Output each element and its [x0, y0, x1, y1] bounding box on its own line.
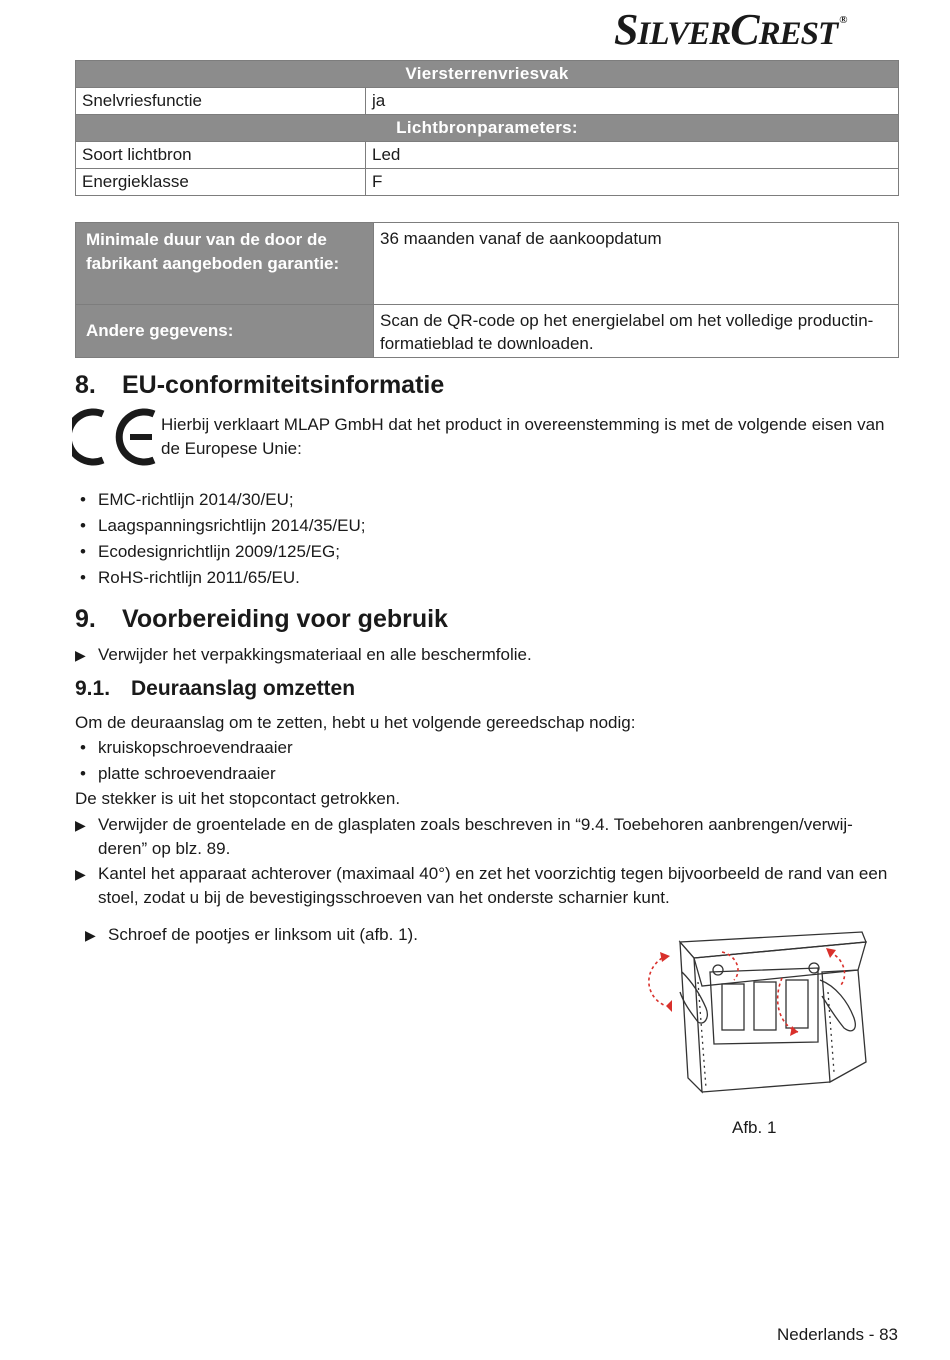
instruction-step: ▶ Kantel het apparaat achterover (maximaal 40°) en zet het voorzichtig tegen bijvoorbeeld de rand van een stoel, zodat u bij de bevestigingsschroeven van het onderste scharnier kunt. — [75, 864, 888, 907]
table-cell-value: Led — [366, 142, 899, 169]
instruction-step: ▶ Verwijder het verpakkingsmateriaal en alle beschermfolie. — [75, 643, 901, 667]
tools-intro: Om de deuraanslag om te zetten, hebt u het volgende gereedschap nodig: — [75, 713, 636, 732]
conformity-statement: Hierbij verklaart MLAP GmbH dat het product in overeenstemming is met de volgende eisen van de Europese Unie: — [161, 415, 885, 458]
list-item: • EMC-richtlijn 2014/30/EU; — [80, 490, 294, 509]
table-cell-label: Energieklasse — [76, 169, 366, 196]
table-cell-label: Minimale duur van de door de fabrikant aangeboden garantie: — [76, 223, 374, 305]
ce-mark-icon — [72, 406, 158, 468]
list-item: • Laagspanningsrichtlijn 2014/35/EU; — [80, 516, 366, 535]
table-cell-value: 36 maanden vanaf de aankoopdatum — [374, 223, 899, 305]
list-item: • Ecodesignrichtlijn 2009/125/EG; — [80, 542, 340, 561]
section-heading — [75, 605, 448, 634]
instruction-step: ▶ Verwijder de groentelade en de glasplaten zoals beschreven in “9.4. Toebehoren aanbrengen/verwij-deren” op blz. 89. — [75, 815, 853, 858]
table-cell-label: Soort lichtbron — [76, 142, 366, 169]
section-heading — [75, 371, 444, 400]
table-section-header: Viersterrenvriesvak — [76, 61, 899, 88]
table-cell-label: Snelvriesfunctie — [76, 88, 366, 115]
section-title: Voorbereiding voor gebruik — [122, 605, 448, 633]
figure-caption: Afb. 1 — [732, 1118, 777, 1137]
silvercrest-logo: SILVERCREST ® — [614, 5, 847, 54]
table-row — [76, 305, 899, 358]
table-cell-value: F — [366, 169, 899, 196]
table-cell-label: Andere gegevens: — [76, 305, 374, 358]
step-arrow-icon: ▶ — [75, 647, 86, 663]
table-row — [76, 88, 899, 115]
section-number: 8. — [75, 371, 96, 399]
subsection-title: Deuraanslag omzetten — [131, 677, 356, 700]
section-number: 9. — [75, 605, 96, 633]
instruction-step: ▶ Schroef de pootjes er linksom uit (afb. 1). — [85, 923, 605, 947]
list-item: • kruiskopschroevendraaier — [80, 738, 293, 757]
table-section-header: Lichtbronparameters: — [76, 115, 899, 142]
list-item: • RoHS-richtlijn 2011/65/EU. — [80, 568, 300, 587]
directive-list — [78, 487, 365, 591]
table-cell-value: Scan de QR-code op het energielabel om het volledige productin-formatieblad te downloaden. — [374, 305, 899, 358]
table-row — [76, 169, 899, 196]
table-cell-value: ja — [366, 88, 899, 115]
fridge-feet-illustration — [622, 922, 868, 1118]
warranty-table — [75, 222, 899, 358]
step-arrow-icon: ▶ — [75, 866, 86, 882]
step-arrow-icon: ▶ — [75, 817, 86, 833]
section-title: EU-conformiteitsinformatie — [122, 371, 445, 399]
tools-list — [78, 735, 293, 787]
table-row — [76, 223, 899, 305]
spec-table — [75, 60, 899, 196]
unplug-note: De stekker is uit het stopcontact getrokken. — [75, 789, 401, 808]
list-item: • platte schroevendraaier — [80, 764, 276, 783]
page-footer: Nederlands - 83 — [777, 1325, 898, 1344]
subsection-heading — [75, 677, 355, 701]
subsection-number: 9.1. — [75, 677, 111, 700]
table-row — [76, 142, 899, 169]
step-arrow-icon: ▶ — [85, 927, 96, 943]
